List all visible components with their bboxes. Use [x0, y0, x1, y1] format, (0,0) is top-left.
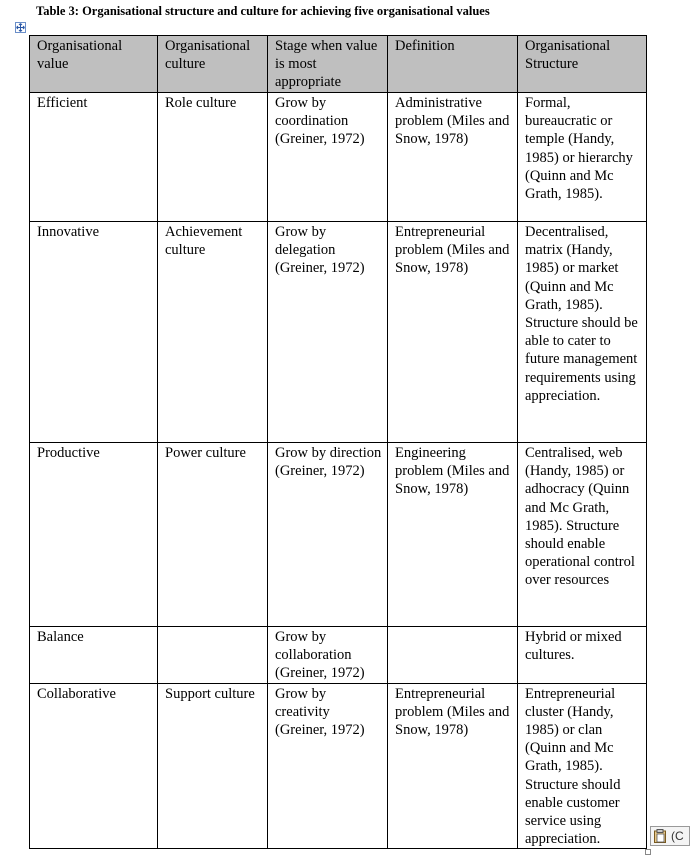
- header-cell: Organisational value: [30, 36, 158, 93]
- table-cell: Grow by coordination (Greiner, 1972): [268, 93, 388, 222]
- table-cell: Entrepreneurial problem (Miles and Snow, 1978): [388, 683, 518, 849]
- header-cell: Organisational Structure: [518, 36, 647, 93]
- table-cell: Entrepreneurial problem (Miles and Snow, 1978): [388, 222, 518, 443]
- table-cell: Hybrid or mixed cultures.: [518, 627, 647, 684]
- table-caption: Table 3: Organisational structure and culture for achieving five organisational values: [36, 4, 490, 18]
- table-cell: Grow by direction (Greiner, 1972): [268, 443, 388, 627]
- table-cell: Grow by creativity (Greiner, 1972): [268, 683, 388, 849]
- table-row: [30, 683, 647, 849]
- header-cell: Organisational culture: [158, 36, 268, 93]
- table-cell: Decentralised, matrix (Handy, 1985) or market (Quinn and Mc Grath, 1985). Structure should be able to cater to future management requirements using appreciation.: [518, 222, 647, 443]
- table-cell: Engineering problem (Miles and Snow, 1978): [388, 443, 518, 627]
- table-cell: Grow by collaboration (Greiner, 1972): [268, 627, 388, 684]
- paste-options-button[interactable]: [650, 826, 690, 846]
- table-cell: Efficient: [30, 93, 158, 222]
- table-cell: Productive: [30, 443, 158, 627]
- table-cell: Centralised, web (Handy, 1985) or adhocracy (Quinn and Mc Grath, 1985). Structure should enable operational control over resources: [518, 443, 647, 627]
- table-cell: Formal, bureaucratic or temple (Handy, 1985) or hierarchy (Quinn and Mc Grath, 1985).: [518, 93, 647, 222]
- table-cell: Grow by delegation (Greiner, 1972): [268, 222, 388, 443]
- paste-options-label: (C: [671, 829, 684, 843]
- table-cell: Role culture: [158, 93, 268, 222]
- header-cell: Stage when value is most appropriate: [268, 36, 388, 93]
- header-cell: Definition: [388, 36, 518, 93]
- table-header-row: [30, 36, 647, 93]
- table-cell: Collaborative: [30, 683, 158, 849]
- table-cell: Innovative: [30, 222, 158, 443]
- table-cell: Administrative problem (Miles and Snow, 1978): [388, 93, 518, 222]
- table-row: [30, 93, 647, 222]
- table-cell: [388, 627, 518, 684]
- clipboard-icon: [654, 829, 666, 843]
- table-cell: Balance: [30, 627, 158, 684]
- table-row: [30, 627, 647, 684]
- table-move-handle-icon[interactable]: [15, 22, 26, 33]
- table-row: [30, 222, 647, 443]
- table-cell: Power culture: [158, 443, 268, 627]
- table-resize-handle[interactable]: [645, 849, 651, 855]
- table-cell: [158, 627, 268, 684]
- table-cell: Support culture: [158, 683, 268, 849]
- table-row: [30, 443, 647, 627]
- organisational-values-table: [29, 35, 647, 849]
- table-cell: Achievement culture: [158, 222, 268, 443]
- table-cell: Entrepreneurial cluster (Handy, 1985) or clan (Quinn and Mc Grath, 1985). Structure should enable customer service using appreciation.: [518, 683, 647, 849]
